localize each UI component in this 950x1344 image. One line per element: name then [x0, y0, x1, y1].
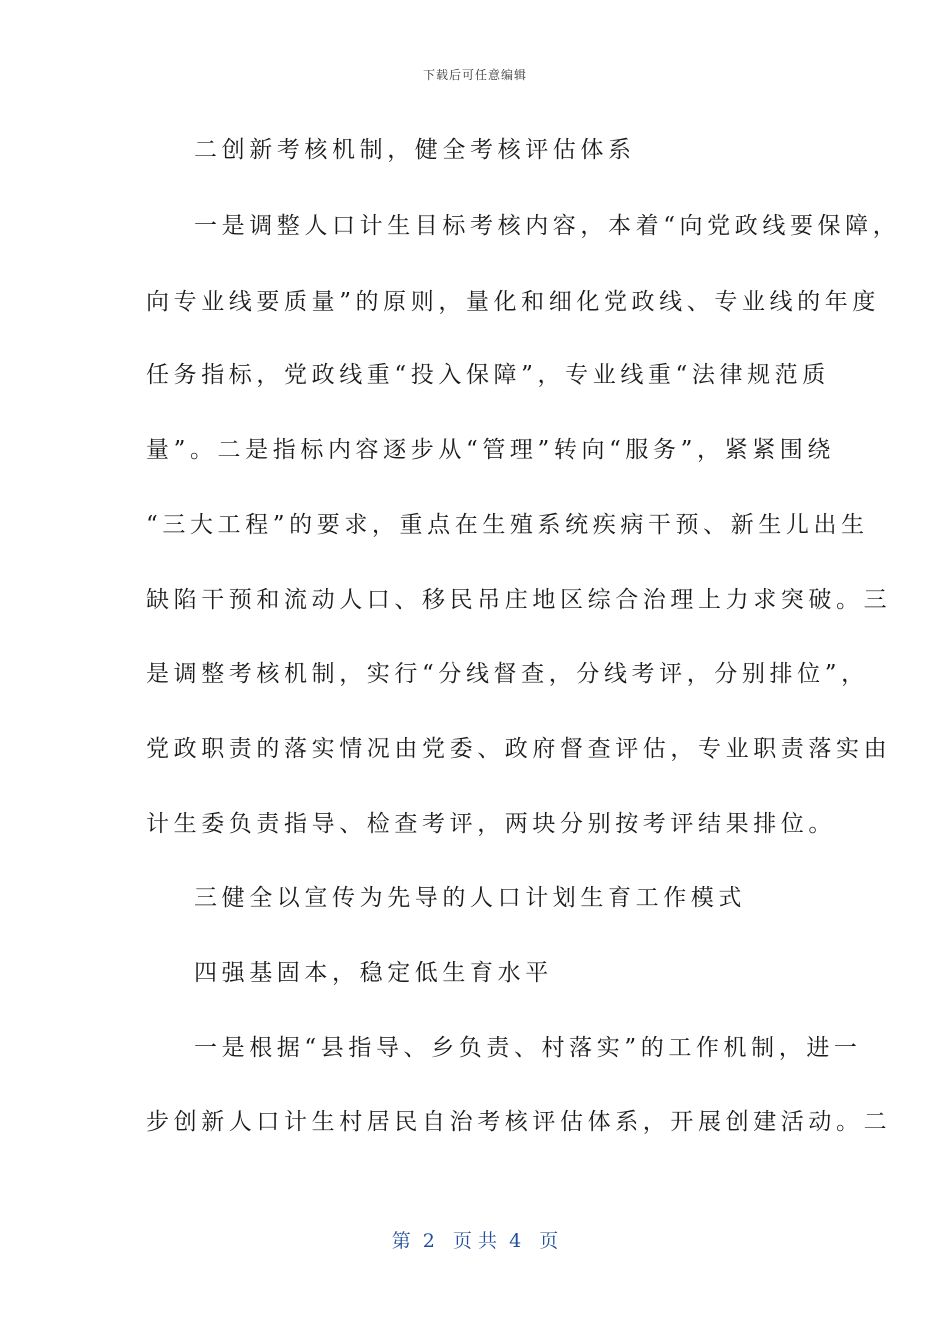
- paragraph-line: 计生委负责指导、检查考评，两块分别按考评结果排位。: [146, 811, 836, 837]
- paragraph-line: 步创新人口计生村居民自治考核评估体系，开展创建活动。二: [146, 1109, 892, 1135]
- section-heading: 四强基固本，稳定低生育水平: [194, 960, 553, 986]
- paragraph-line: 一是调整人口计生目标考核内容，本着“向党政线要保障，: [194, 213, 901, 239]
- paragraph-line: “三大工程”的要求，重点在生殖系统疾病干预、新生儿出生: [146, 512, 869, 538]
- page-footer: 第 2 页 共 4 页: [391, 1230, 559, 1252]
- paragraph-line: 党政职责的落实情况由党委、政府督查评估，专业职责落实由: [146, 736, 892, 762]
- paragraph-line: 缺陷干预和流动人口、移民吊庄地区综合治理上力求突破。三: [146, 587, 892, 613]
- section-heading: 二创新考核机制，健全考核评估体系: [194, 137, 636, 163]
- paragraph-line: 任务指标，党政线重“投入保障”，专业线重“法律规范质: [146, 362, 830, 388]
- paragraph-line: 量”。二是指标内容逐步从“管理”转向“服务”，紧紧围绕: [146, 437, 835, 463]
- paragraph-line: 一是根据“县指导、乡负责、村落实”的工作机制，进一: [194, 1035, 862, 1061]
- paragraph-line: 向专业线要质量”的原则，量化和细化党政线、专业线的年度: [146, 289, 880, 315]
- page-header: 下载后可任意编辑: [422, 68, 527, 82]
- paragraph-line: 是调整考核机制，实行“分线督查，分线考评，分别排位”，: [146, 661, 869, 687]
- section-heading: 三健全以宣传为先导的人口计划生育工作模式: [194, 885, 746, 911]
